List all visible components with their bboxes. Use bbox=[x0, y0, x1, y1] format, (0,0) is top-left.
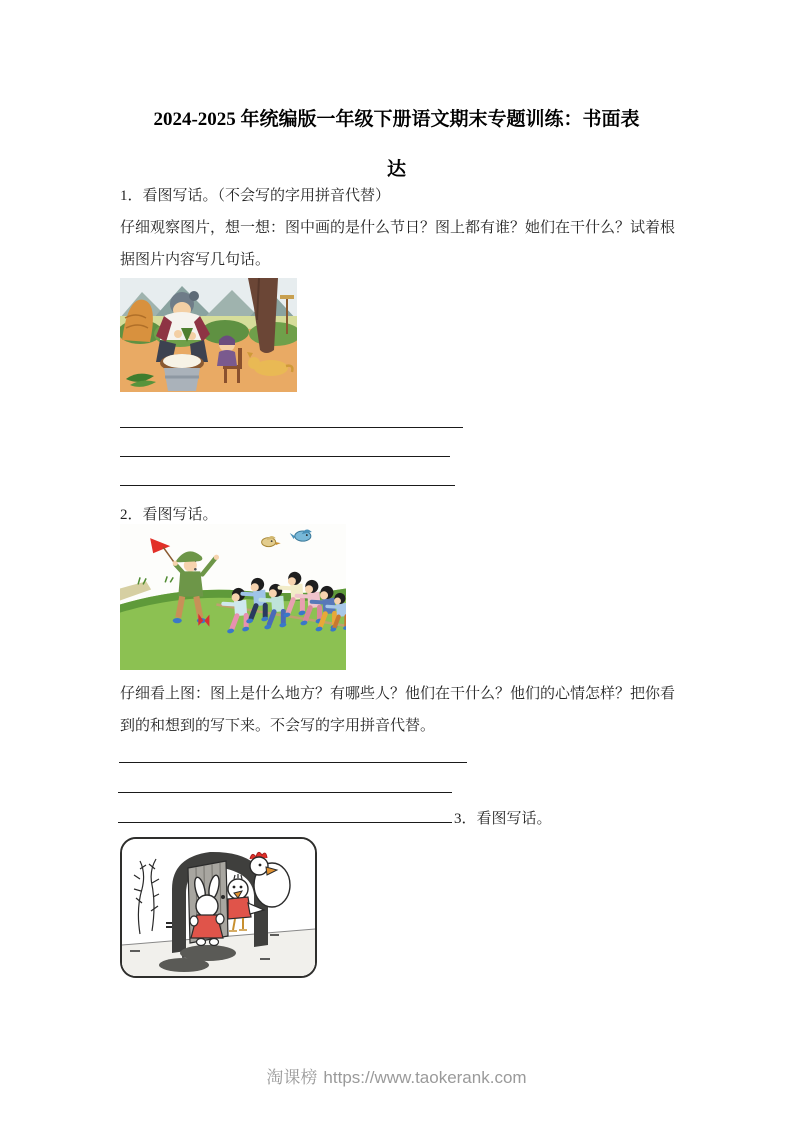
question-1-heading: 1．看图写话。（不会写的字用拼音代替） bbox=[120, 188, 391, 204]
question-1-instructions: 仔细观察图片，想一想：图中画的是什么节日？图上都有谁？她们在干什么？试着根据图片内容写几句话。 bbox=[120, 220, 676, 268]
page-footer bbox=[0, 1063, 793, 1088]
answer-line bbox=[118, 822, 452, 823]
answer-line bbox=[120, 427, 463, 428]
door-knob bbox=[221, 895, 225, 899]
footer-url[interactable]: https://www.taokerank.com bbox=[323, 1068, 527, 1087]
question-3-illustration bbox=[120, 837, 317, 978]
question-1-illustration bbox=[120, 278, 297, 392]
page-title bbox=[120, 95, 673, 195]
rabbit-visit-scene bbox=[122, 839, 315, 976]
question-2-illustration bbox=[120, 524, 346, 670]
answer-line bbox=[119, 762, 467, 763]
answer-line bbox=[120, 456, 450, 457]
question-2-heading: 2．看图写话。 bbox=[120, 507, 218, 523]
answer-line bbox=[118, 792, 452, 793]
footer-site-name: 淘课榜 bbox=[266, 1068, 318, 1087]
answer-line bbox=[120, 485, 455, 486]
tug-of-war-scene bbox=[120, 524, 346, 670]
zongzi-scene bbox=[120, 278, 297, 392]
page-title-line1: 2024-2025 年统编版一年级下册语文期末专题训练：书面表 bbox=[153, 109, 640, 130]
question-2-instructions: 仔细看上图：图上是什么地方？有哪些人？他们在干什么？他们的心情怎样？把你看到的和想到的写下来。不会写的字用拼音代替。 bbox=[120, 686, 676, 734]
question-3-heading: 3．看图写话。 bbox=[454, 811, 552, 827]
page-title-line2: 达 bbox=[386, 159, 406, 180]
